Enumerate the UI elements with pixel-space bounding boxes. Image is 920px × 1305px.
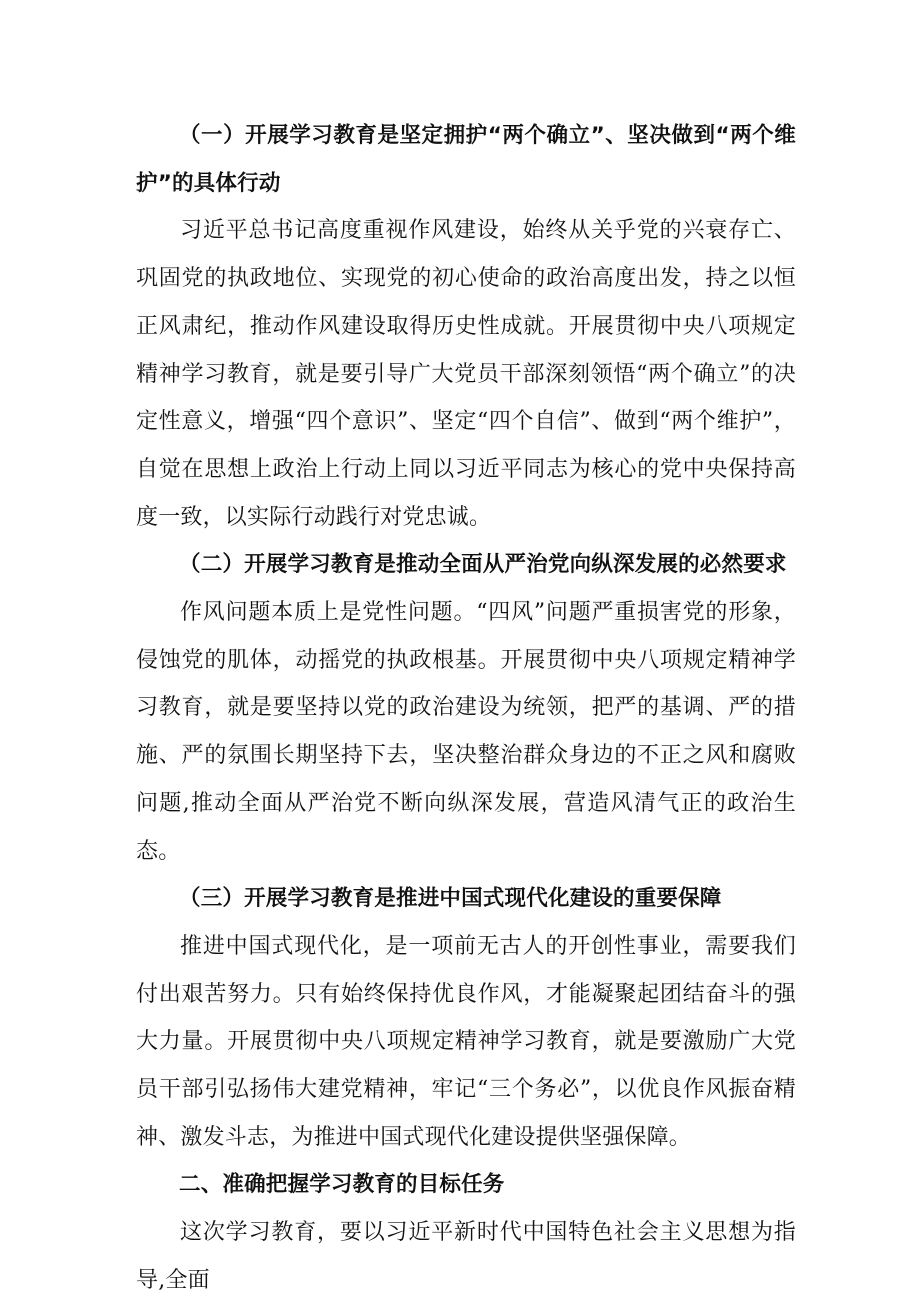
section-heading-4: 二、准确把握学习教育的目标任务 — [179, 1172, 505, 1198]
section-heading-3: （三）开展学习教育是推进中国式现代化建设的重要保障 — [179, 886, 722, 912]
section-heading-2: （二）开展学习教育是推动全面从严治党向纵深发展的必然要求 — [179, 552, 787, 578]
body-paragraph-4: 这次学习教育，要以习近平新时代中国特色社会主义思想为指导,全面 — [136, 1220, 796, 1293]
body-paragraph-1: 习近平总书记高度重视作风建设，始终从关乎党的兴衰存亡、巩固党的执政地位、实现党的初心使命的政治高度出发，持之以恒正风肃纪，推动作风建设取得历史性成就。开展贯彻中央八项规定精神学习教育，就是要引导广大党员干部深刻领悟“两个确立”的决定性意义，增强“四个意识”、坚定“四个自信”、做到“两个维护”，自觉在思想上政治上行动上同以习近平同志为核心的党中央保持高度一致，以实际行动践行对党忠诚。 — [136, 218, 796, 530]
body-paragraph-3: 推进中国式现代化，是一项前无古人的开创性事业，需要我们付出艰苦努力。只有始终保持优良作风，才能凝聚起团结奋斗的强大力量。开展贯彻中央八项规定精神学习教育，就是要激励广大党员干部引弘扬伟大建党精神，牢记“三个务必”，以优良作风振奋精神、激发斗志，为推进中国式现代化建设提供坚强保障。 — [136, 933, 796, 1150]
body-paragraph-2: 作风问题本质上是党性问题。“四风”问题严重损害党的形象，侵蚀党的肌体，动摇党的执政根基。开展贯彻中央八项规定精神学习教育，就是要坚持以党的政治建设为统领，把严的基调、严的措施、严的氛围长期坚持下去，坚决整治群众身边的不正之风和腐败问题,推动全面从严治党不断向纵深发展，营造风清气正的政治生态。 — [136, 600, 796, 864]
section-heading-1: （一）开展学习教育是坚定拥护“两个确立”、坚决做到“两个维护”的具体行动 — [136, 123, 796, 196]
document-body — [136, 112, 796, 1305]
